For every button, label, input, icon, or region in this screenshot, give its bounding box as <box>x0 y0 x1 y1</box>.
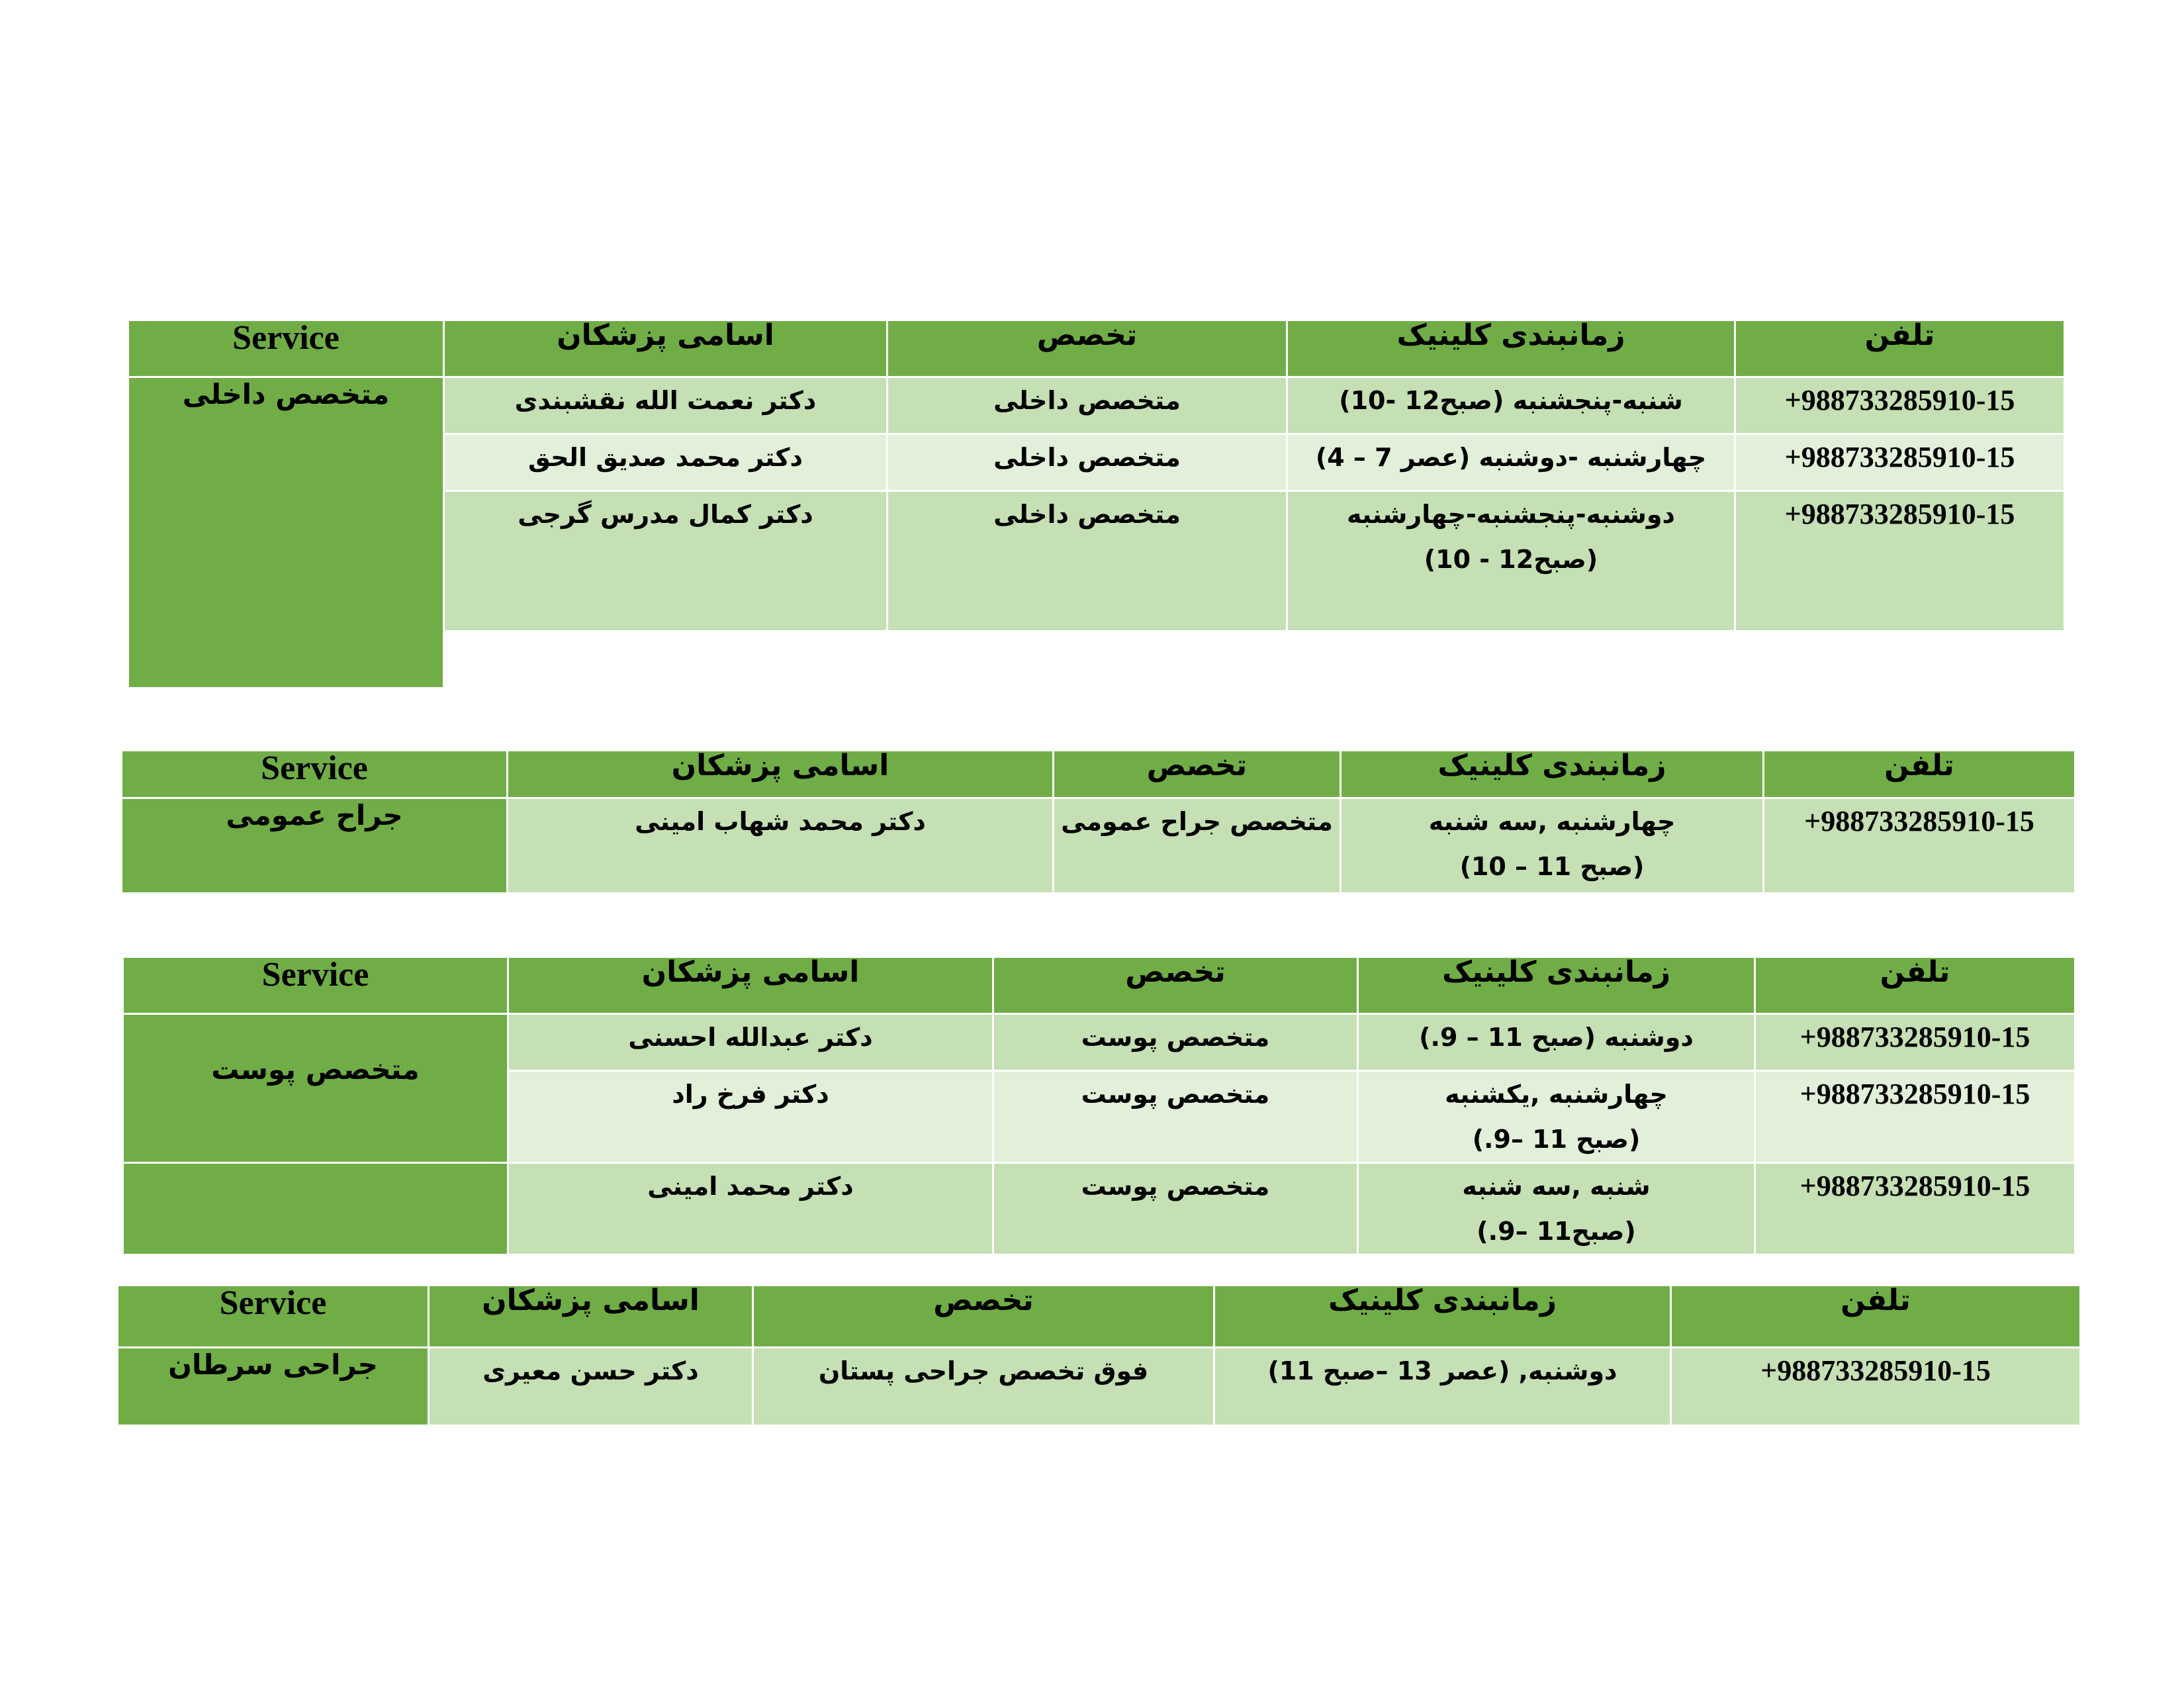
header-specialty: تخصص <box>753 1286 1214 1348</box>
service-name: متخصص داخلی <box>128 377 444 688</box>
schedule-days: چهارشنبه ,سه شنبه <box>1428 807 1676 836</box>
phone-number: +988733285910-15 <box>1764 798 2075 894</box>
specialty: متخصص داخلی <box>887 434 1287 491</box>
header-phone: تلفن <box>1764 751 2075 798</box>
header-phone: تلفن <box>1671 1286 2081 1348</box>
schedule-hours: (.صبح11 –9) <box>1477 1217 1636 1246</box>
clinic-schedule: (عصر 13 –صبح 11) ,دوشنبه <box>1214 1348 1671 1426</box>
doctor-name: دکتر محمد شهاب امینی <box>508 798 1054 894</box>
phone-number: +988733285910-15 <box>1671 1348 2081 1426</box>
specialty: متخصص پوست <box>993 1014 1358 1071</box>
specialty: متخصص جراح عمومی <box>1054 798 1341 894</box>
doctor-name: دکتر نعمت الله نقشبندی <box>444 377 887 434</box>
header-service: Service <box>122 751 508 798</box>
header-row <box>123 957 2075 1014</box>
schedule-days: شنبه ,سه شنبه <box>1462 1172 1651 1201</box>
header-specialty: تخصص <box>993 957 1358 1014</box>
doctor-name: دکتر عبدالله احسنی <box>508 1014 993 1071</box>
doctor-name: دکتر حسن معیری <box>429 1348 753 1426</box>
header-schedule: زمانبندی کلینیک <box>1341 751 1764 798</box>
schedule-hours: (.صبح 11 –9) <box>1472 1125 1641 1154</box>
phone-number: +988733285910-15 <box>1735 491 2065 632</box>
header-phone: تلفن <box>1755 957 2075 1014</box>
table-row <box>123 1014 2075 1071</box>
clinic-schedule: (صبح12 -10) شنبه-پنجشنبه <box>1287 377 1735 434</box>
doctor-name: دکتر محمد امینی <box>508 1163 993 1255</box>
doctor-name: دکتر فرخ راد <box>508 1071 993 1163</box>
schedule-table-cancer-surgery <box>116 1284 2081 1427</box>
specialty: متخصص پوست <box>993 1163 1358 1255</box>
clinic-schedule <box>1341 798 1764 894</box>
specialty: فوق تخصص جراحی پستان <box>753 1348 1214 1426</box>
blank-cell <box>444 632 2065 688</box>
clinic-schedule: (عصر 7 – 4) چهارشنبه -دوشنبه <box>1287 434 1735 491</box>
header-schedule: زمانبندی کلینیک <box>1358 957 1755 1014</box>
clinic-schedule <box>1287 491 1735 632</box>
header-specialty: تخصص <box>887 320 1287 377</box>
schedule-hours: (صبح 11 – 10) <box>1459 852 1645 881</box>
header-row <box>122 751 2075 798</box>
service-name: متخصص پوست <box>123 1014 508 1163</box>
doctor-name: دکتر کمال مدرس گرجی <box>444 491 887 632</box>
phone-number: +988733285910-15 <box>1735 434 2065 491</box>
table-row <box>128 377 2065 434</box>
phone-number: +988733285910-15 <box>1735 377 2065 434</box>
header-row <box>118 1286 2081 1348</box>
schedule-days: چهارشنبه ,یکشنبه <box>1445 1080 1668 1109</box>
header-schedule: زمانبندی کلینیک <box>1214 1286 1671 1348</box>
phone-number: +988733285910-15 <box>1755 1071 2075 1163</box>
service-name: جراحی سرطان <box>118 1348 429 1426</box>
specialty: متخصص پوست <box>993 1071 1358 1163</box>
phone-number: +988733285910-15 <box>1755 1014 2075 1071</box>
header-schedule: زمانبندی کلینیک <box>1287 320 1735 377</box>
schedule-table-general-surgery <box>120 749 2076 894</box>
doctor-name: دکتر محمد صدیق الحق <box>444 434 887 491</box>
schedule-table-dermatology <box>122 956 2076 1256</box>
clinic-schedule <box>1358 1071 1755 1163</box>
phone-number: +988733285910-15 <box>1755 1163 2075 1255</box>
header-row <box>128 320 2065 377</box>
specialty: متخصص داخلی <box>887 377 1287 434</box>
header-service: Service <box>118 1286 429 1348</box>
header-doctors: اسامی پزشکان <box>508 957 993 1014</box>
clinic-schedule <box>1358 1163 1755 1255</box>
table-row <box>122 798 2075 894</box>
service-cell-empty <box>123 1163 508 1255</box>
schedule-hours: (صبح12 - 10) <box>1424 545 1598 574</box>
specialty: متخصص داخلی <box>887 491 1287 632</box>
schedule-days: دوشنبه-پنجشنبه-چهارشنبه <box>1346 500 1676 529</box>
header-phone: تلفن <box>1735 320 2065 377</box>
table-row <box>118 1348 2081 1426</box>
schedule-table-internal <box>127 319 2066 689</box>
header-specialty: تخصص <box>1054 751 1341 798</box>
header-doctors: اسامی پزشکان <box>444 320 887 377</box>
header-service: Service <box>128 320 444 377</box>
header-doctors: اسامی پزشکان <box>508 751 1054 798</box>
header-service: Service <box>123 957 508 1014</box>
header-doctors: اسامی پزشکان <box>429 1286 753 1348</box>
clinic-schedule: (.صبح 11 – 9) دوشنبه <box>1358 1014 1755 1071</box>
service-name: جراح عمومی <box>122 798 508 894</box>
table-row <box>123 1163 2075 1255</box>
